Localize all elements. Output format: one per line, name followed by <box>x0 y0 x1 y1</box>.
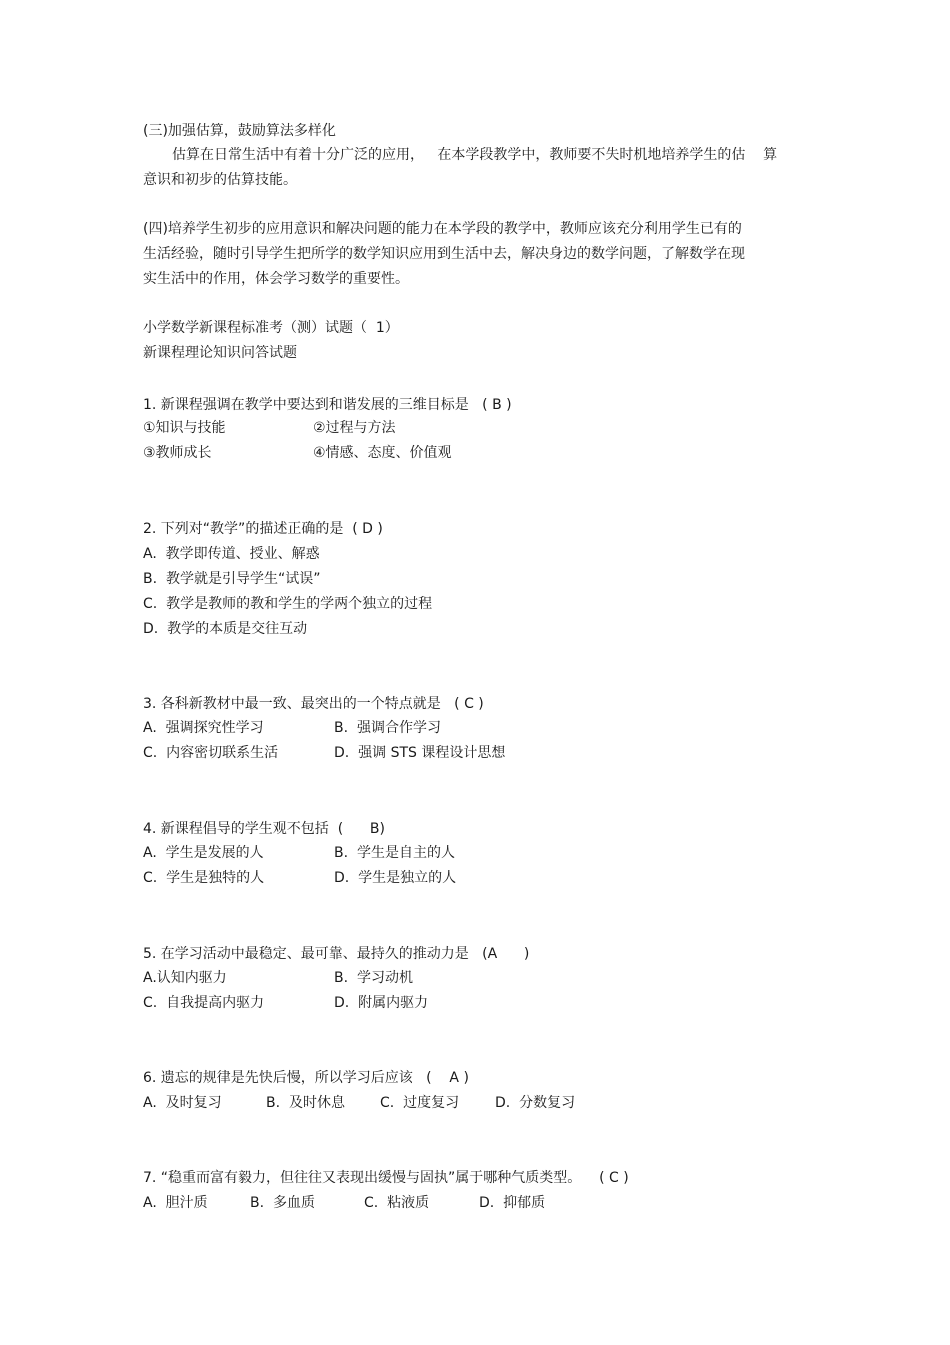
question-3-option-a: A. 强调探究性学习 <box>143 720 264 736</box>
question-6-option-d: D. 分数复习 <box>495 1095 576 1111</box>
section-3-paragraph-line-1: 估算在日常生活中有着十分广泛的应用， 在本学段教学中，教师要不失时机地培养学生的估 算 <box>172 147 778 163</box>
question-5-option-d: D. 附属内驱力 <box>334 995 429 1011</box>
question-3-option-c: C. 内容密切联系生活 <box>143 745 279 761</box>
question-3-option-b: B. 强调合作学习 <box>334 720 441 736</box>
question-6-stem: 6. 遗忘的规律是先快后慢，所以学习后应该 ( A ) <box>143 1070 469 1086</box>
question-1-option-1: ①知识与技能 <box>143 420 226 436</box>
question-6-option-b: B. 及时休息 <box>266 1095 345 1111</box>
question-5-option-c: C. 自我提高内驱力 <box>143 995 265 1011</box>
question-3-option-d: D. 强调 STS 课程设计思想 <box>334 745 506 761</box>
question-2-option-a: A. 教学即传道、授业、解惑 <box>143 546 320 562</box>
section-3-heading: (三)加强估算，鼓励算法多样化 <box>143 123 336 139</box>
question-7-option-d: D. 抑郁质 <box>479 1195 546 1211</box>
question-5-option-b: B. 学习动机 <box>334 970 413 986</box>
question-1-option-4: ④情感、态度、价值观 <box>313 445 452 461</box>
question-2-stem: 2. 下列对“教学”的描述正确的是 ( D ) <box>143 521 383 537</box>
section-4-line-3: 实生活中的作用，体会学习数学的重要性。 <box>143 271 409 287</box>
exam-subtitle: 新课程理论知识问答试题 <box>143 345 297 361</box>
section-4-line-1: (四)培养学生初步的应用意识和解决问题的能力在本学段的教学中，教师应该充分利用学生已有的 <box>143 221 742 237</box>
question-1-stem: 1. 新课程强调在教学中要达到和谐发展的三维目标是 ( B ) <box>143 397 512 413</box>
question-4-option-a: A. 学生是发展的人 <box>143 845 264 861</box>
question-7-option-c: C. 粘液质 <box>364 1195 430 1211</box>
question-7-option-a: A. 胆汁质 <box>143 1195 208 1211</box>
question-4-option-d: D. 学生是独立的人 <box>334 870 457 886</box>
exam-title: 小学数学新课程标准考（测）试题（ 1） <box>143 320 399 336</box>
question-4-stem: 4. 新课程倡导的学生观不包括 ( B) <box>143 821 385 837</box>
question-7-stem: 7. “稳重而富有毅力，但往往又表现出缓慢与固执”属于哪种气质类型。 ( C ) <box>143 1170 629 1186</box>
section-3-paragraph-line-2: 意识和初步的估算技能。 <box>143 172 297 188</box>
question-3-stem: 3. 各科新教材中最一致、最突出的一个特点就是 ( C ) <box>143 696 484 712</box>
question-5-option-a: A.认知内驱力 <box>143 970 227 986</box>
question-2-option-c: C. 教学是教师的教和学生的学两个独立的过程 <box>143 596 433 612</box>
question-6-option-a: A. 及时复习 <box>143 1095 222 1111</box>
question-2-option-b: B. 教学就是引导学生“试误” <box>143 571 321 587</box>
section-4-line-2: 生活经验，随时引导学生把所学的数学知识应用到生活中去，解决身边的数学问题，了解数学在现 <box>143 246 745 262</box>
question-6-option-c: C. 过度复习 <box>380 1095 460 1111</box>
question-2-option-d: D. 教学的本质是交往互动 <box>143 621 308 637</box>
question-4-option-c: C. 学生是独特的人 <box>143 870 265 886</box>
question-1-option-2: ②过程与方法 <box>313 420 396 436</box>
question-5-stem: 5. 在学习活动中最稳定、最可靠、最持久的推动力是 (A ) <box>143 946 530 962</box>
question-1-option-3: ③教师成长 <box>143 445 212 461</box>
question-4-option-b: B. 学生是自主的人 <box>334 845 455 861</box>
question-7-option-b: B. 多血质 <box>250 1195 315 1211</box>
